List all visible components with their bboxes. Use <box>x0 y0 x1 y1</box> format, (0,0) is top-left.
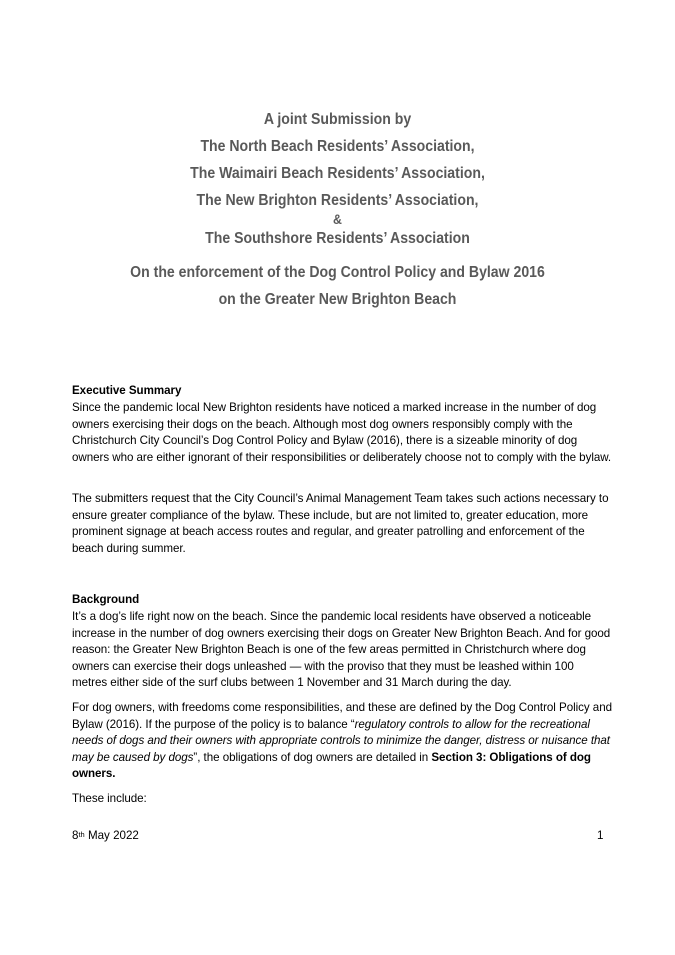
title-line-6: The Southshore Residents’ Association <box>205 230 470 247</box>
background-paragraph-2-intro: For dog owners, with freedoms come responsibilities, and these are defined by the Dog Control Policy and Bylaw (2016). If the purpose of the policy is to balance “ <box>72 701 612 731</box>
background-paragraph-2 <box>72 700 612 783</box>
title-line-3: The Waimairi Beach Residents’ Association, <box>190 165 485 182</box>
executive-summary-heading: Executive Summary <box>72 384 182 397</box>
footer-date-day: 8 <box>72 829 79 842</box>
title-line-4: The New Brighton Residents’ Association, <box>196 192 479 209</box>
subtitle-line-2: on the Greater New Brighton Beach <box>218 291 457 308</box>
footer-date-rest: May 2022 <box>84 829 139 842</box>
background-paragraph-2-middle: ”, the obligations of dog owners are detailed in <box>193 750 432 764</box>
background-paragraph-1: It’s a dog’s life right now on the beach. Since the pandemic local residents have observed a noticeable increase in the number of dog owners exercising their dogs on Greater New Brighton Beach. And for good reason: the Greater New Brighton Beach is one of the few areas permitted in Christchurch where dog owners can exercise their dogs unleashed — with the proviso that they must be leashed within 100 metres either side of the surf clubs between 1 November and 31 March during the day. <box>72 610 611 689</box>
these-include-text: These include: <box>72 792 147 805</box>
executive-summary-paragraph-1: Since the pandemic local New Brighton residents have noticed a marked increase in the number of dog owners exercising their dogs on the beach. Although most dog owners responsibly comply with the Christchurch City Council’s Dog Control Policy and Bylaw (2016), there is a sizeable minority of dog owners who are either ignorant of their responsibilities or deliberately choose not to comply with the bylaw. <box>72 401 612 464</box>
page-number: 1 <box>597 829 604 842</box>
policy-purpose-quote: regulatory controls to allow for the recreational needs of dogs and their owners with appropriate controls to minimize the danger, distress or nuisance that may be caused by dogs <box>72 717 610 764</box>
title-line-1: A joint Submission by <box>263 111 412 128</box>
executive-summary-paragraph-2: The submitters request that the City Council’s Animal Management Team takes such actions necessary to ensure greater compliance of the bylaw. These include, but are not limited to, greater education, more prominent signage at beach access routes and regular, and greater patrolling and enforcement of the beach during summer. <box>72 492 609 555</box>
footer-date <box>72 828 139 844</box>
subtitle-line-1: On the enforcement of the Dog Control Policy and Bylaw 2016 <box>130 264 545 281</box>
background-heading: Background <box>72 593 140 606</box>
title-line-2: The North Beach Residents’ Association, <box>200 138 475 155</box>
title-ampersand: & <box>333 211 342 227</box>
section-3-reference: Section 3: Obligations of dog owners. <box>72 750 591 780</box>
footer-date-suffix: th <box>78 830 85 839</box>
